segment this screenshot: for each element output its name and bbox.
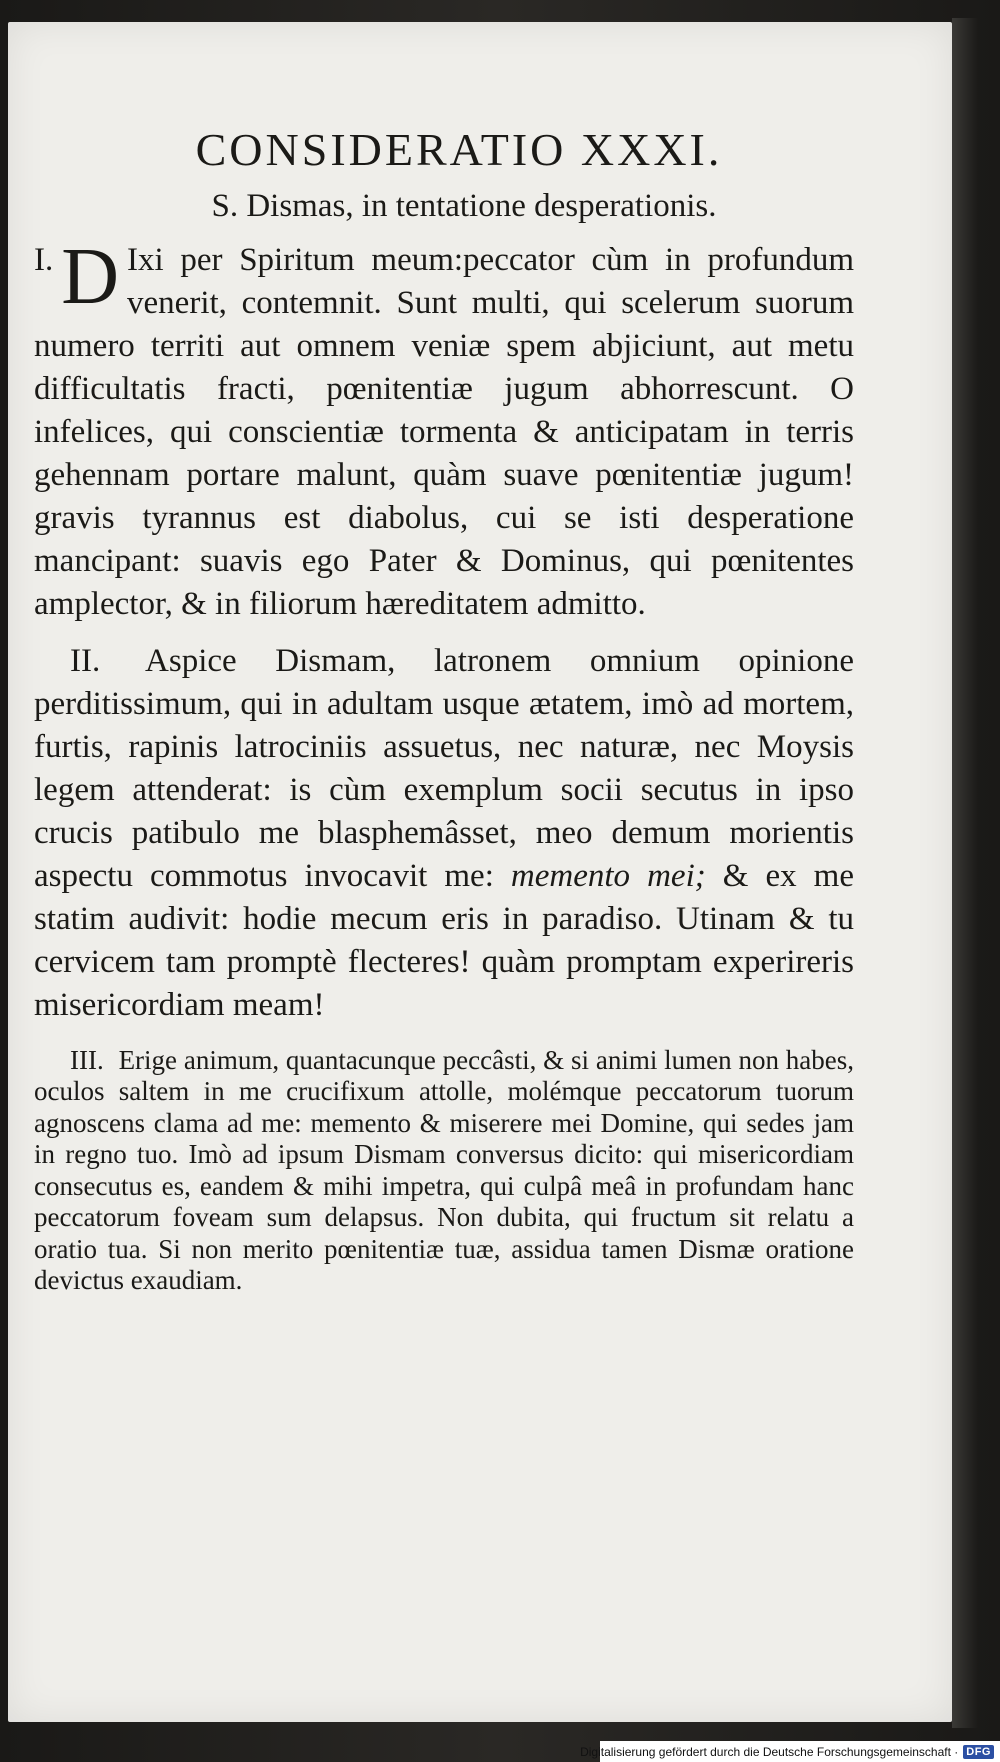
paragraph-1-text: Ixi per Spiritum meum:peccator cùm in profundum venerit, contemnit. Sunt multi, qui scelerum suorum numero territi aut omnem veniæ spem abjiciunt, aut metu difficultatis fracti, pœnitentiæ jugum abhorrescunt. O infelices, qui conscientiæ tormenta & anticipatam in terris gehennam portare malunt, quàm suave pœnitentiæ jugum! gravis tyrannus est diabolus, cui se isti desperatione mancipant: suavis ego Pater & Dominus, qui pœnitentes amplector, & in filiorum hæreditatem admitto. <box>34 241 854 622</box>
paragraph-2 <box>34 640 854 1027</box>
paragraph-1-numeral: I. <box>34 241 54 278</box>
page-text <box>34 122 854 1297</box>
paragraph-3 <box>34 1045 854 1297</box>
footer-text: Digitalisierung gefördert durch die Deutsche Forschungsgemeinschaft · <box>580 1744 959 1759</box>
paragraph-2-text-before: Aspice Dismam, latronem omnium opinione perditissimum, qui in adultam usque ætatem, imò ad mortem, furtis, rapinis latrociniis assuetus, nec naturæ, nec Moysis legem attenderat: is cùm exemplum socii secutus in ipso crucis patibulo me blasphemâsset, meo demum morientis aspectu commotus invocavit me: <box>34 642 854 894</box>
page-heading: CONSIDERATIO XXXI. <box>195 124 723 175</box>
paragraph-3-numeral: III. <box>70 1044 104 1075</box>
paragraph-2-text-after: & ex me statim audivit: hodie mecum eris in paradiso. Utinam & tu cervicem tam promptè flecteres! quàm promptam experireris misericordiam meam! <box>34 857 855 1023</box>
book-page <box>8 22 952 1722</box>
page-subheading: S. Dismas, in tentatione desperationis. <box>211 188 717 225</box>
book-edge <box>952 18 978 1728</box>
dfg-logo: DFG <box>963 1745 994 1759</box>
paragraph-2-italic: memento mei; <box>510 857 706 894</box>
paragraph-1 <box>34 232 854 626</box>
paragraph-2-numeral: II. <box>70 642 101 679</box>
drop-cap: D <box>61 232 120 321</box>
paragraph-3-text: Erige animum, quantacunque peccâsti, & si animi lumen non habes, oculos saltem in me crucifixum attolle, molémque peccatorum tuorum agnoscens clama ad me: memento & miserere mei Domine, qui sedes jam in regno tuo. Imò ad ipsum Dismam conversus dicito: qui misericordiam consecutus es, eandem & mihi impetra, qui culpâ meâ in profundam hanc peccatorum foveam sum delapsus. Non dubita, qui fructum sit relatu a oratio tua. Si non merito pœnitentiæ tuæ, assidua tamen Dismæ oratione devictus exaudiam. <box>34 1044 854 1296</box>
digitization-footer <box>580 1741 1000 1762</box>
